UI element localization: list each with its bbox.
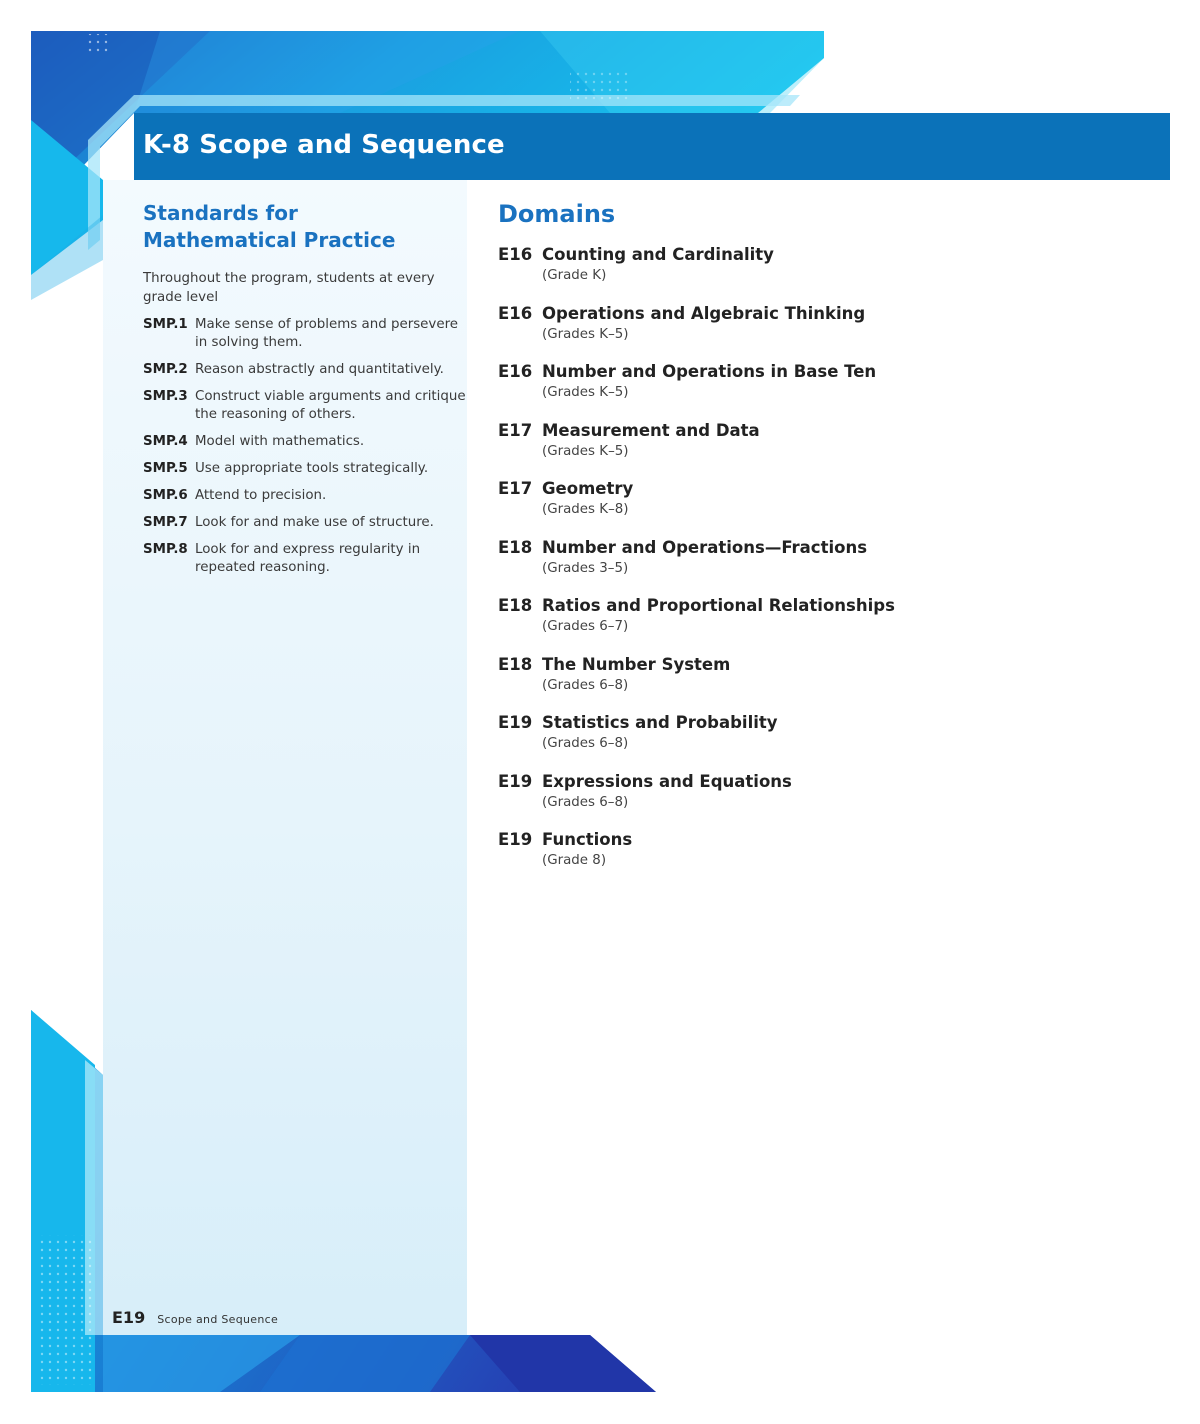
domain-item: [498, 244, 1138, 303]
smp-text: Reason abstractly and quantitatively.: [195, 362, 444, 377]
smp-text: Attend to precision.: [195, 488, 327, 503]
domain-page-ref: E16: [498, 245, 533, 264]
smp-code: SMP.5: [143, 461, 188, 476]
smp-text: Look for and express regularity in repeated reasoning.: [195, 542, 421, 575]
domain-grades: (Grade K): [542, 268, 607, 283]
smp-heading: [143, 200, 463, 254]
domain-page-ref: E19: [498, 771, 533, 791]
domain-page-ref: E18: [498, 654, 533, 674]
domain-item: [498, 478, 1138, 537]
domain-item: [498, 829, 1138, 888]
smp-heading-line1: Standards for: [143, 201, 298, 225]
domain-item: [498, 303, 1138, 362]
domain-item: [498, 420, 1138, 479]
smp-code: SMP.3: [143, 389, 188, 404]
smp-list: [143, 316, 473, 586]
domain-item: [498, 771, 1138, 830]
smp-text: Construct viable arguments and critique the reasoning of others.: [195, 389, 466, 422]
domain-name: Statistics and Probability: [542, 713, 778, 732]
smp-item: [143, 514, 473, 532]
domain-page-ref: E17: [498, 479, 533, 498]
smp-text: Make sense of problems and persevere in solving them.: [195, 317, 459, 350]
smp-code: SMP.7: [143, 515, 188, 530]
domain-grades: (Grades 6–7): [542, 619, 629, 634]
domain-page-ref: E17: [498, 420, 533, 440]
domain-item: [498, 595, 1138, 654]
domain-name: Operations and Algebraic Thinking: [542, 303, 866, 323]
domain-grades: (Grades K–5): [542, 443, 629, 459]
smp-text: Look for and make use of structure.: [195, 515, 434, 530]
domain-name: Geometry: [542, 479, 634, 498]
smp-item: [143, 541, 473, 577]
footer-page-number: E19: [112, 1308, 146, 1327]
domains-heading: Domains: [498, 200, 616, 228]
domain-grades: (Grade 8): [542, 853, 607, 868]
smp-item: [143, 316, 473, 352]
domain-name: Ratios and Proportional Relationships: [542, 596, 895, 615]
domain-grades: (Grades 6–8): [542, 677, 629, 693]
smp-item: [143, 388, 473, 424]
domain-name: Expressions and Equations: [542, 771, 792, 791]
domain-item: [498, 712, 1138, 771]
domain-page-ref: E19: [498, 713, 533, 732]
domain-grades: (Grades 6–8): [542, 736, 629, 751]
domain-item: [498, 361, 1138, 420]
smp-item: [143, 460, 473, 478]
domain-page-ref: E16: [498, 303, 533, 323]
domain-grades: (Grades K–8): [542, 502, 629, 517]
domain-name: Number and Operations—Fractions: [542, 537, 868, 557]
domain-name: The Number System: [542, 654, 731, 674]
domain-page-ref: E18: [498, 537, 533, 557]
smp-item: [143, 361, 473, 379]
domain-grades: (Grades K–5): [542, 326, 629, 342]
page-footer: [112, 1308, 278, 1327]
smp-code: SMP.4: [143, 434, 188, 449]
smp-code: SMP.6: [143, 488, 188, 503]
domain-name: Measurement and Data: [542, 420, 760, 440]
footer-label: Scope and Sequence: [157, 1313, 279, 1326]
domain-page-ref: E16: [498, 362, 533, 381]
domain-page-ref: E18: [498, 596, 533, 615]
smp-heading-line2: Mathematical Practice: [143, 228, 396, 252]
smp-intro: Throughout the program, students at every grade level: [143, 271, 435, 305]
domain-item: [498, 654, 1138, 713]
domain-grades: (Grades 6–8): [542, 794, 629, 810]
smp-code: SMP.2: [143, 362, 188, 377]
domain-name: Functions: [542, 830, 633, 849]
smp-item: [143, 487, 473, 505]
domain-grades: (Grades 3–5): [542, 560, 629, 576]
smp-item: [143, 433, 473, 451]
domain-list: [498, 244, 1138, 888]
smp-code: SMP.1: [143, 317, 188, 332]
domain-item: [498, 537, 1138, 596]
domain-page-ref: E19: [498, 830, 533, 849]
smp-code: SMP.8: [143, 542, 188, 557]
smp-text: Use appropriate tools strategically.: [195, 461, 429, 476]
domain-name: Counting and Cardinality: [542, 245, 774, 264]
smp-text: Model with mathematics.: [195, 434, 365, 449]
page-title: K-8 Scope and Sequence: [143, 130, 505, 160]
domain-name: Number and Operations in Base Ten: [542, 362, 877, 381]
domain-grades: (Grades K–5): [542, 385, 629, 400]
